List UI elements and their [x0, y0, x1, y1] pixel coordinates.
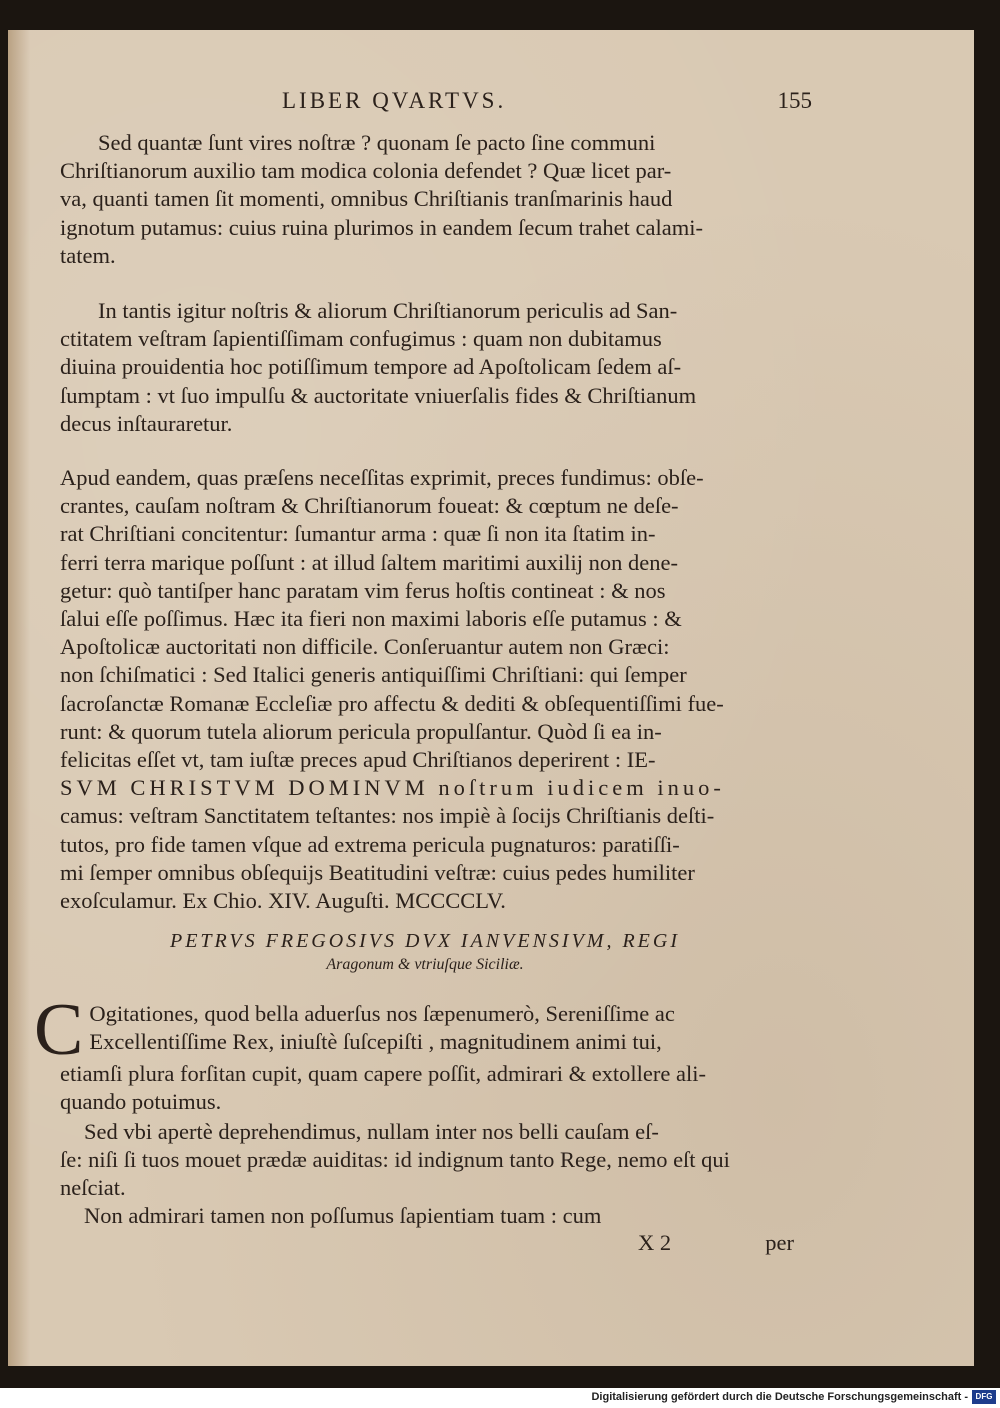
paragraph-3 — [60, 464, 790, 915]
text-line: ſumptam : vt ſuo impulſu & auctoritate vniuerſalis fides & Chriſtianum — [60, 382, 697, 408]
text-line: exoſculamur. Ex Chio. XIV. Auguſti. MCCCCLV. — [60, 888, 506, 914]
text-line: ctitatem veſtram ſapientiſſimam confugimus : quam non dubitamus — [60, 326, 662, 352]
text-line: etiamſi plura forſitan cupit, quam capere poſſit, admirari & extollere ali- — [60, 1061, 707, 1086]
text-line: tatem. — [60, 242, 116, 268]
signature-mark: X 2 — [638, 1230, 672, 1255]
letter-paragraph-3 — [60, 1202, 790, 1230]
text-line: In tantis igitur noſtris & aliorum Chriſtianorum periculis ad San- — [98, 298, 678, 323]
text-line: ſalui eſſe poſſimus. Hæc ita fieri non maximi laboris eſſe putamus : & — [60, 606, 682, 632]
text-line: rat Chriſtiani concitentur: ſumantur arma : quæ ſi non ita ſtatim in- — [60, 521, 656, 547]
text-line: SVM CHRISTVM DOMINVM noſtrum iudicem inuo- — [60, 775, 725, 801]
text-line: runt: & quorum tutela aliorum pericula propulſantur. Quòd ſi ea in- — [60, 718, 662, 744]
text-line: Ogitationes, quod bella aduerſus nos ſæpenumerò, Sereniſſime ac — [89, 1001, 675, 1026]
running-head-title: LIBER QVARTVS. — [282, 88, 507, 113]
text-line: ignotum putamus: cuius ruina plurimos in eandem ſecum trahet calami- — [60, 214, 703, 240]
text-line: non ſchiſmatici : Sed Italici generis antiquiſſimi Chriſtiani: qui ſemper — [60, 662, 687, 688]
catchword: per — [765, 1230, 794, 1255]
letter-subheading: Aragonum & vtriuſque Siciliæ. — [326, 956, 524, 973]
letter-paragraph-2 — [60, 1118, 790, 1203]
text-line: ſacroſanctæ Romanæ Eccleſiæ pro affectu & dediti & obſequentiſſimi fue- — [60, 690, 724, 716]
page-gutter-edge — [8, 30, 30, 1366]
text-line: Sed vbi apertè deprehendimus, nullam inter nos belli cauſam eſ- — [84, 1119, 659, 1144]
text-line: tutos, pro fide tamen vſque ad extrema pericula pugnaturos: paratiſſi- — [60, 831, 680, 857]
letter-body — [34, 989, 790, 1116]
text-line: Apoſtolicæ auctoritati non difficile. Conſeruantur autem non Græci: — [60, 634, 670, 660]
dfg-logo-icon: DFG — [972, 1390, 996, 1404]
text-line: Non admirari tamen non poſſumus ſapientiam tuam : cum — [84, 1203, 602, 1228]
footer-bar — [0, 1388, 1000, 1408]
funding-notice: Digitalisierung gefördert durch die Deutsche Forschungsgemeinschaft - — [591, 1391, 968, 1403]
text-line: Sed quantæ ſunt vires noſtræ ? quonam ſe pacto ſine communi — [98, 130, 656, 155]
page-number: 155 — [777, 88, 812, 113]
drop-capital: C — [34, 989, 84, 1071]
text-line: ſe: niſi ſi tuos mouet prædæ auiditas: id indignum tanto Rege, nemo eſt qui — [60, 1147, 730, 1173]
letter-heading: PETRVS FREGOSIVS DVX IANVENSIVM, REGI — [170, 930, 680, 952]
text-line: diuina prouidentia hoc potiſſimum tempore ad Apoſtolicam ſedem aſ- — [60, 354, 682, 380]
text-line: ferri terra marique poſſunt : at illud ſaltem maritimi auxilij non dene- — [60, 549, 678, 575]
text-line: decus inſtauraretur. — [60, 410, 233, 436]
text-line: camus: veſtram Sanctitatem teſtantes: nos impiè à ſocijs Chriſtianis deſti- — [60, 803, 715, 829]
text-line: Apud eandem, quas præſens neceſſitas exprimit, preces fundimus: obſe- — [60, 465, 704, 490]
text-line: va, quanti tamen ſit momenti, omnibus Chriſtianis tranſmarinis haud — [60, 186, 673, 212]
text-line: Excellentiſſime Rex, iniuſtè ſuſcepiſti , magnitudinem animi tui, — [89, 1029, 662, 1055]
text-line: crantes, cauſam noſtram & Chriſtianorum foueat: & cœptum ne deſe- — [60, 493, 679, 519]
text-line: Chriſtianorum auxilio tam modica colonia defendet ? Quæ licet par- — [60, 158, 672, 184]
text-line: getur: quò tantiſper hanc paratam vim ferus hoſtis contineat : & nos — [60, 577, 666, 603]
text-line: quando potuimus. — [60, 1089, 222, 1115]
text-line: mi ſemper omnibus obſequijs Beatitudini veſtræ: cuius pedes humiliter — [60, 859, 695, 885]
running-head — [282, 88, 812, 114]
paragraph-1 — [60, 129, 790, 270]
text-line: neſciat. — [60, 1175, 126, 1201]
paragraph-2 — [60, 297, 790, 438]
text-line: felicitas eſſet vt, tam iuſtæ preces apud Chriſtianos deperirent : IE- — [60, 747, 656, 773]
